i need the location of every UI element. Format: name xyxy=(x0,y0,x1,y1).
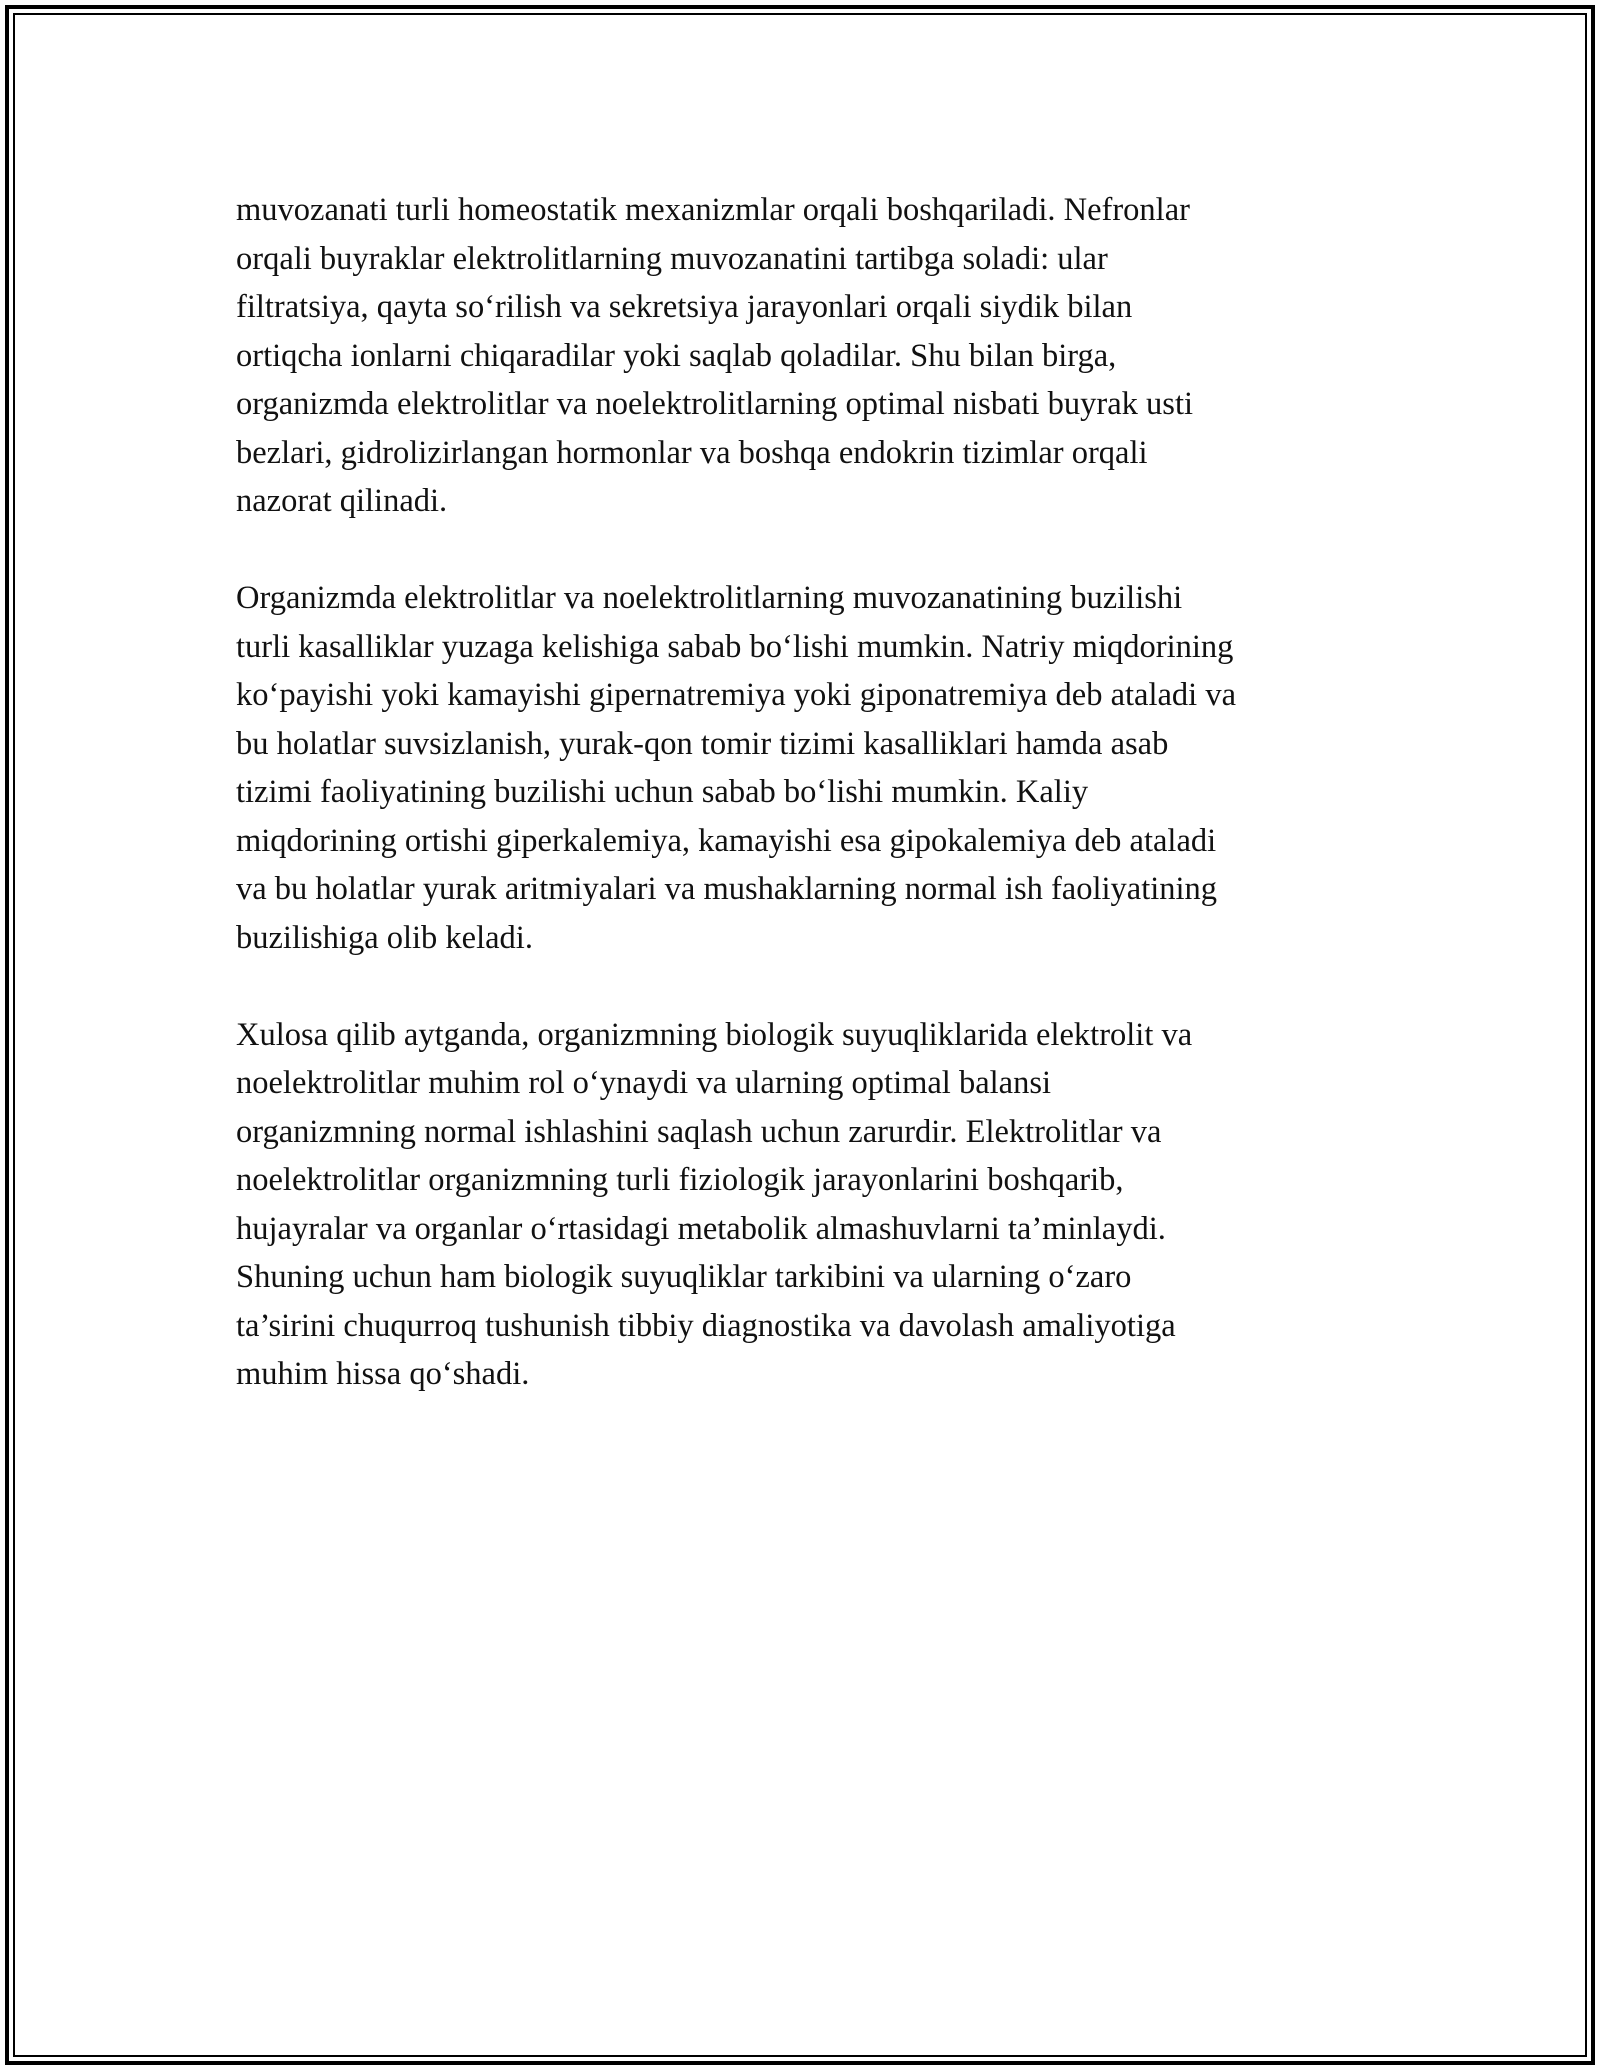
paragraph-electrolyte-imbalance: Organizmda elektrolitlar va noelektrolitlarning muvozanatining buzilishi turli kasalliklar yuzaga kelishiga sabab bo‘lishi mumkin. Natriy miqdorining ko‘payishi yoki kamayishi gipernatremiya yoki giponatremiya deb ataladi va bu holatlar suvsizlanish, yurak-qon tomir tizimi kasalliklari hamda asab tizimi faoliyatining buzilishi uchun sabab bo‘lishi mumkin. Kaliy miqdorining ortishi giperkalemiya, kamayishi esa gipokalemiya deb ataladi va bu holatlar yurak aritmiyalari va mushaklarning normal ish faoliyatining buzilishiga olib keladi. xyxy=(236,580,1236,956)
document-body xyxy=(236,186,1376,1447)
paragraph-homeostasis: muvozanati turli homeostatik mexanizmlar orqali boshqariladi. Nefronlar orqali buyraklar elektrolitlarning muvozanatini tartibga soladi: ular filtratsiya, qayta so‘rilish va sekretsiya jarayonlari orqali siydik bilan ortiqcha ionlarni chiqaradilar yoki saqlab qoladilar. Shu bilan birga, organizmda elektrolitlar va noelektrolitlarning optimal nisbati buyrak usti bezlari, gidrolizirlangan hormonlar va boshqa endokrin tizimlar orqali nazorat qilinadi. xyxy=(236,192,1194,519)
paragraph-conclusion: Xulosa qilib aytganda, organizmning biologik suyuqliklarida elektrolit va noelektrolitlar muhim rol o‘ynaydi va ularning optimal balansi organizmning normal ishlashini saqlash uchun zarurdir. Elektrolitlar va noelektrolitlar organizmning turli fiziologik jarayonlarini boshqarib, hujayralar va organlar o‘rtasidagi metabolik almashuvlarni ta’minlaydi. Shuning uchun ham biologik suyuqliklar tarkibini va ularning o‘zaro ta’sirini chuqurroq tushunish tibbiy diagnostika va davolash amaliyotiga muhim hissa qo‘shadi. xyxy=(236,1016,1193,1392)
